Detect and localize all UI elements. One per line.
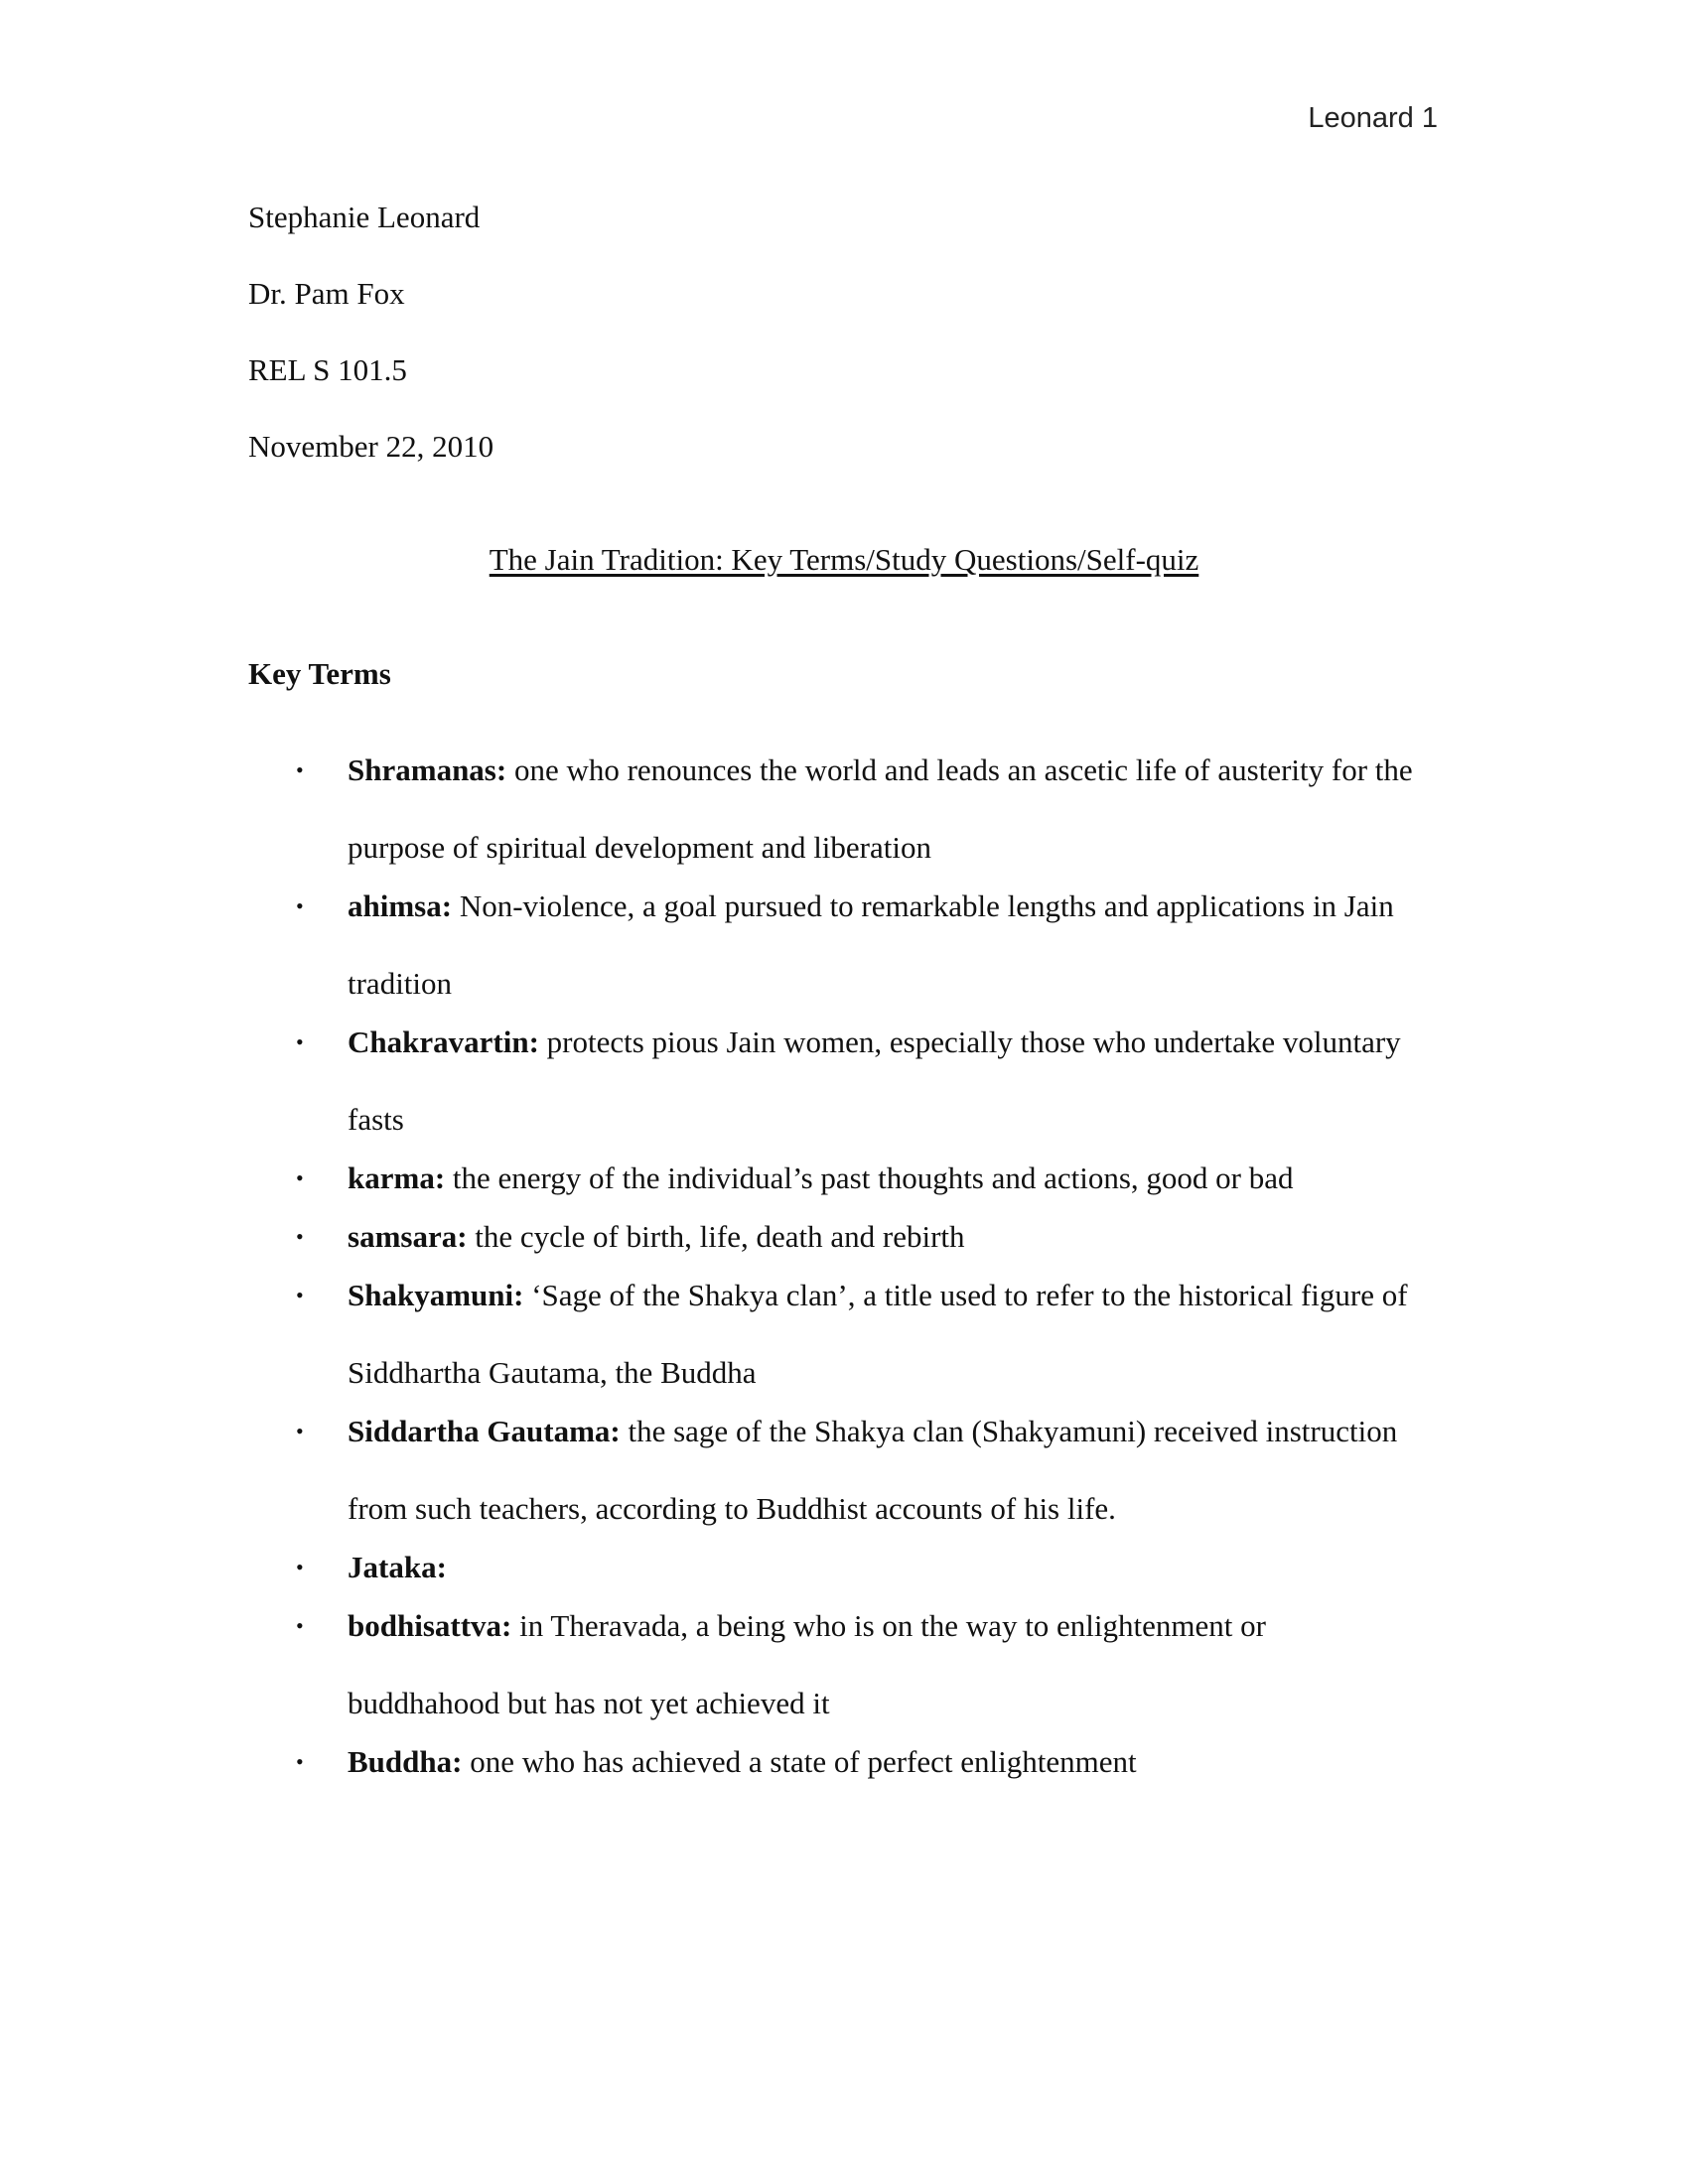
term-word: Siddartha Gautama: — [348, 1414, 621, 1448]
key-term-item — [0, 732, 1420, 887]
bullet-icon: • — [296, 1419, 304, 1443]
term-definition: the sage of the Shakya clan (Shakyamuni) received instruction from such teachers, according to Buddhist accounts of his life. — [348, 1414, 1398, 1526]
bullet-icon: • — [296, 893, 304, 918]
bullet-icon: • — [296, 1613, 304, 1638]
term-definition: one who has achieved a state of perfect enlightenment — [462, 1744, 1137, 1779]
key-term-item — [0, 1587, 1420, 1742]
term-definition: ‘Sage of the Shakya clan’, a title used to refer to the historical figure of Siddhartha Gautama, the Buddha — [348, 1278, 1408, 1390]
term-definition: the energy of the individual’s past thoughts and actions, good or bad — [445, 1160, 1294, 1195]
bullet-icon: • — [296, 1224, 304, 1249]
heading-block — [248, 198, 493, 503]
student-name: Stephanie Leonard — [248, 200, 481, 234]
instructor-name: Dr. Pam Fox — [248, 276, 405, 311]
running-head: Leonard 1 — [1308, 102, 1438, 134]
course-code: REL S 101.5 — [248, 352, 407, 387]
bullet-icon: • — [296, 1749, 304, 1774]
term-definition: Non-violence, a goal pursued to remarkable lengths and applications in Jain tradition — [348, 888, 1394, 1001]
term-word: bodhisattva: — [348, 1608, 512, 1643]
term-word: samsara: — [348, 1219, 468, 1254]
term-word: Chakravartin: — [348, 1024, 539, 1059]
term-word: karma: — [348, 1160, 446, 1195]
bullet-icon: • — [296, 1555, 304, 1579]
key-term-item — [0, 1004, 1420, 1159]
term-word: Jataka: — [348, 1550, 447, 1584]
term-word: ahimsa: — [348, 888, 453, 923]
term-word: Shakyamuni: — [348, 1278, 524, 1312]
bullet-icon: • — [296, 1283, 304, 1307]
document-title: The Jain Tradition: Key Terms/Study Questions/Self-quiz — [489, 542, 1199, 577]
term-definition: protects pious Jain women, especially those who undertake voluntary fasts — [348, 1024, 1401, 1137]
term-definition: the cycle of birth, life, death and rebirth — [467, 1219, 965, 1254]
key-term-item — [0, 1723, 1420, 1801]
key-term-item — [0, 868, 1420, 1023]
key-term-item — [0, 1257, 1420, 1412]
bullet-icon: • — [296, 757, 304, 782]
term-word: Shramanas: — [348, 752, 507, 787]
bullet-icon: • — [296, 1029, 304, 1054]
bullet-icon: • — [296, 1165, 304, 1190]
term-definition: in Theravada, a being who is on the way to enlightenment or buddhahood but has not yet achieved it — [348, 1608, 1266, 1720]
section-heading-key-terms: Key Terms — [248, 656, 391, 691]
term-word: Buddha: — [348, 1744, 463, 1779]
submission-date: November 22, 2010 — [248, 429, 494, 464]
key-term-item — [0, 1393, 1420, 1548]
key-terms-list — [0, 732, 1688, 1801]
term-definition: one who renounces the world and leads an ascetic life of austerity for the purpose of spiritual development and liberation — [348, 752, 1413, 865]
